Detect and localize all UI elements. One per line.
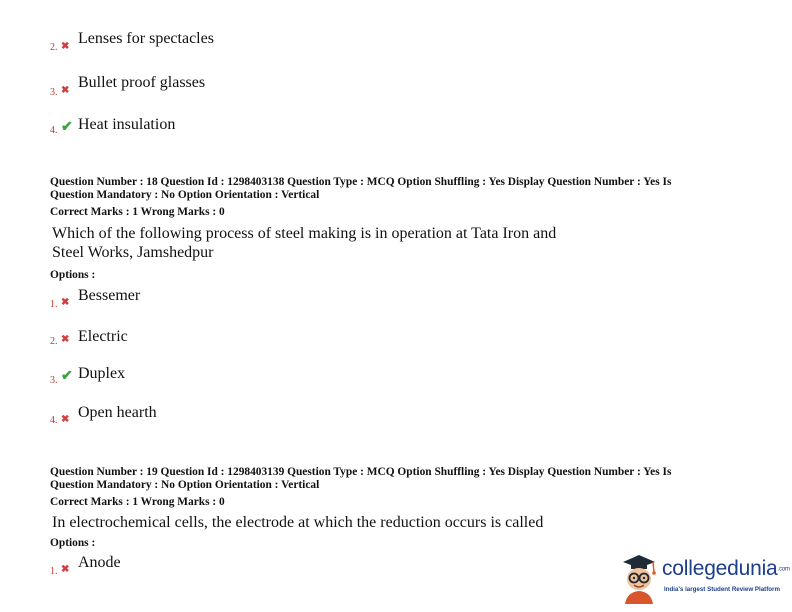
question-meta-line: Question Mandatory : No Option Orientation : Vertical bbox=[50, 479, 320, 491]
question-text bbox=[52, 224, 652, 262]
option-text: Bullet proof glasses bbox=[78, 74, 206, 91]
question-text-line: In electrochemical cells, the electrode at which the reduction occurs is called bbox=[52, 514, 544, 531]
options-label: Options : bbox=[50, 269, 96, 281]
question-text bbox=[52, 513, 652, 532]
option-number: 2. bbox=[50, 42, 58, 53]
brand-name bbox=[662, 557, 790, 581]
brand-tagline: India's largest Student Review Platform bbox=[664, 586, 780, 593]
brand-suffix: .com bbox=[777, 566, 790, 573]
question-marks: Correct Marks : 1 Wrong Marks : 0 bbox=[50, 206, 225, 218]
option-text: Bessemer bbox=[78, 287, 141, 304]
question-marks: Correct Marks : 1 Wrong Marks : 0 bbox=[50, 496, 225, 508]
option-text: Open hearth bbox=[78, 404, 157, 421]
question-meta bbox=[50, 176, 730, 219]
cross-icon: ✖ bbox=[61, 41, 70, 52]
option-number: 1. bbox=[50, 299, 58, 310]
cross-icon: ✖ bbox=[61, 297, 70, 308]
question-text-line: Steel Works, Jamshedpur bbox=[52, 244, 214, 261]
option-text: Duplex bbox=[78, 365, 126, 382]
cross-icon: ✖ bbox=[61, 334, 70, 345]
option-number: 3. bbox=[50, 375, 58, 386]
option-text: Heat insulation bbox=[78, 116, 176, 133]
option-number: 4. bbox=[50, 415, 58, 426]
collegedunia-logo bbox=[617, 552, 790, 604]
check-icon: ✔ bbox=[61, 369, 73, 384]
option-number: 4. bbox=[50, 125, 58, 136]
option-number: 1. bbox=[50, 566, 58, 577]
option-number: 2. bbox=[50, 336, 58, 347]
question-meta bbox=[50, 466, 730, 509]
graduate-mascot-icon bbox=[617, 552, 661, 604]
question-meta-line: Question Mandatory : No Option Orientation : Vertical bbox=[50, 189, 320, 201]
question-text-line: Which of the following process of steel making is in operation at Tata Iron and bbox=[52, 225, 557, 242]
cross-icon: ✖ bbox=[61, 564, 70, 575]
option-text: Lenses for spectacles bbox=[78, 30, 214, 47]
options-label: Options : bbox=[50, 537, 96, 549]
check-icon: ✔ bbox=[61, 120, 73, 135]
option-number: 3. bbox=[50, 87, 58, 98]
cross-icon: ✖ bbox=[61, 414, 70, 425]
option-text: Electric bbox=[78, 328, 128, 345]
question-meta-line: Question Number : 18 Question Id : 1298403138 Question Type : MCQ Option Shuffling : Yes Display Question Number : Yes Is bbox=[50, 176, 672, 188]
option-text: Anode bbox=[78, 554, 121, 571]
question-meta-line: Question Number : 19 Question Id : 1298403139 Question Type : MCQ Option Shuffling : Yes Display Question Number : Yes Is bbox=[50, 466, 672, 478]
brand-text: collegedunia bbox=[662, 557, 778, 580]
cross-icon: ✖ bbox=[61, 85, 70, 96]
